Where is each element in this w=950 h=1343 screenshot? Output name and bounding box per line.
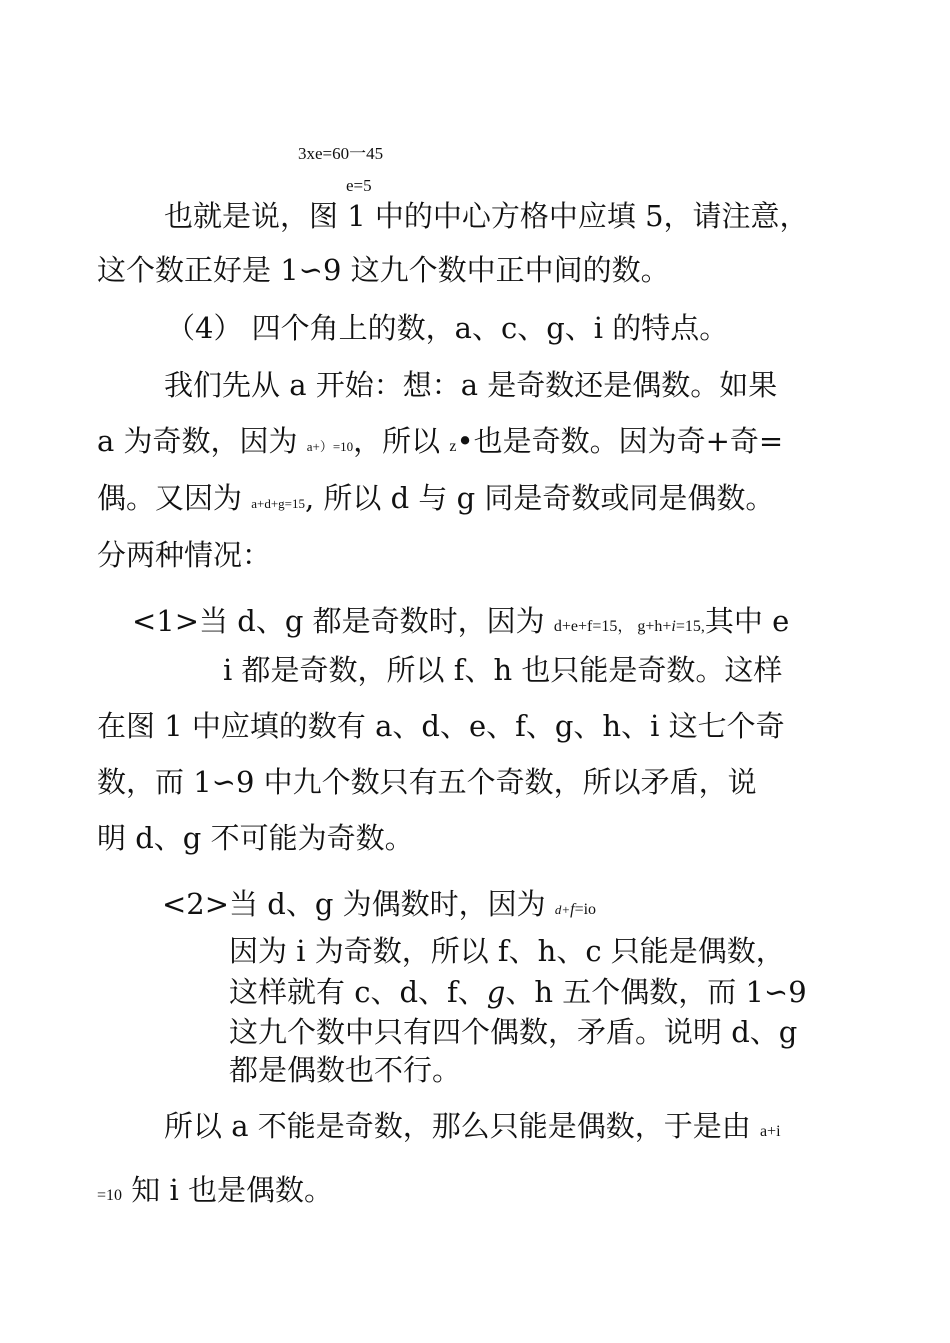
- case-line: [162, 886, 596, 928]
- text-segment: 其中 e: [704, 604, 790, 638]
- text-segment: 偶。又因为: [97, 481, 252, 515]
- case-line: 数，而 1∽9 中九个数只有五个奇数，所以矛盾，说: [97, 765, 757, 799]
- paragraph-line: 我们先从 a 开始：想：a 是奇数还是偶数。如果: [164, 368, 778, 402]
- equation-line-1: 3xe=60一45: [298, 144, 384, 163]
- text-segment: a 为奇数，因为: [97, 424, 307, 458]
- text-segment: 、h 五个偶数，而 1∽9: [505, 975, 807, 1009]
- case-line: 都是偶数也不行。: [229, 1053, 462, 1087]
- text-segment: , 所以 d 与 g 同是奇数或同是偶数。: [304, 481, 775, 515]
- inline-formula: =10: [97, 1187, 123, 1204]
- case-line: 在图 1 中应填的数有 a、d、e、f、g、h、i 这七个奇: [97, 709, 785, 743]
- paragraph-line: 也就是说，图 1 中的中心方格中应填 5，请注意，: [164, 199, 809, 233]
- case-line: [132, 603, 789, 645]
- text-segment: 所以 a 不能是奇数，那么只能是偶数，于是由: [164, 1109, 760, 1143]
- inline-formula: z: [449, 438, 457, 455]
- case-line: i 都是奇数，所以 f、h 也只能是奇数。这样: [223, 653, 783, 687]
- equation-line-2: e=5: [346, 176, 372, 195]
- inline-formula: =15,: [675, 618, 705, 635]
- inline-formula: g: [486, 975, 506, 1009]
- inline-formula: i: [671, 618, 676, 635]
- text-segment: <1>当 d、g 都是奇数时，因为: [132, 604, 554, 638]
- case-line: 因为 i 为奇数，所以 f、h、c 只能是偶数，: [229, 934, 785, 968]
- case-line: 这九个数中只有四个偶数，矛盾。说明 d、g: [229, 1015, 798, 1049]
- inline-formula: d+: [554, 902, 571, 917]
- inline-formula: f: [570, 901, 575, 918]
- case-line: [229, 974, 807, 1010]
- inline-formula: a+i: [759, 1123, 781, 1140]
- paragraph-line: 分两种情况：: [97, 538, 272, 572]
- paragraph-line: [97, 423, 783, 465]
- text-segment: ，所以: [353, 424, 450, 458]
- inline-formula: a+d+g=15: [251, 496, 305, 511]
- text-segment: •也是奇数。因为奇+奇=: [456, 424, 784, 458]
- case-line: 明 d、g 不可能为奇数。: [97, 821, 414, 855]
- inline-formula: d+e+f=15， g+h+: [553, 618, 672, 635]
- inline-formula: =io: [574, 901, 597, 918]
- paragraph-line: [164, 1108, 781, 1150]
- inline-formula: a+）=10: [306, 439, 354, 454]
- text-segment: <2>当 d、g 为偶数时，因为: [162, 887, 555, 921]
- text-segment: 这样就有 c、d、f、: [229, 975, 487, 1009]
- paragraph-line: [97, 480, 774, 522]
- paragraph-line: 这个数正好是 1∽9 这九个数中正中间的数。: [97, 253, 670, 287]
- paragraph-line: [97, 1172, 333, 1214]
- section-heading: （4） 四个角上的数，a、c、g、i 的特点。: [166, 311, 729, 345]
- text-segment: 知 i 也是偶数。: [122, 1173, 333, 1207]
